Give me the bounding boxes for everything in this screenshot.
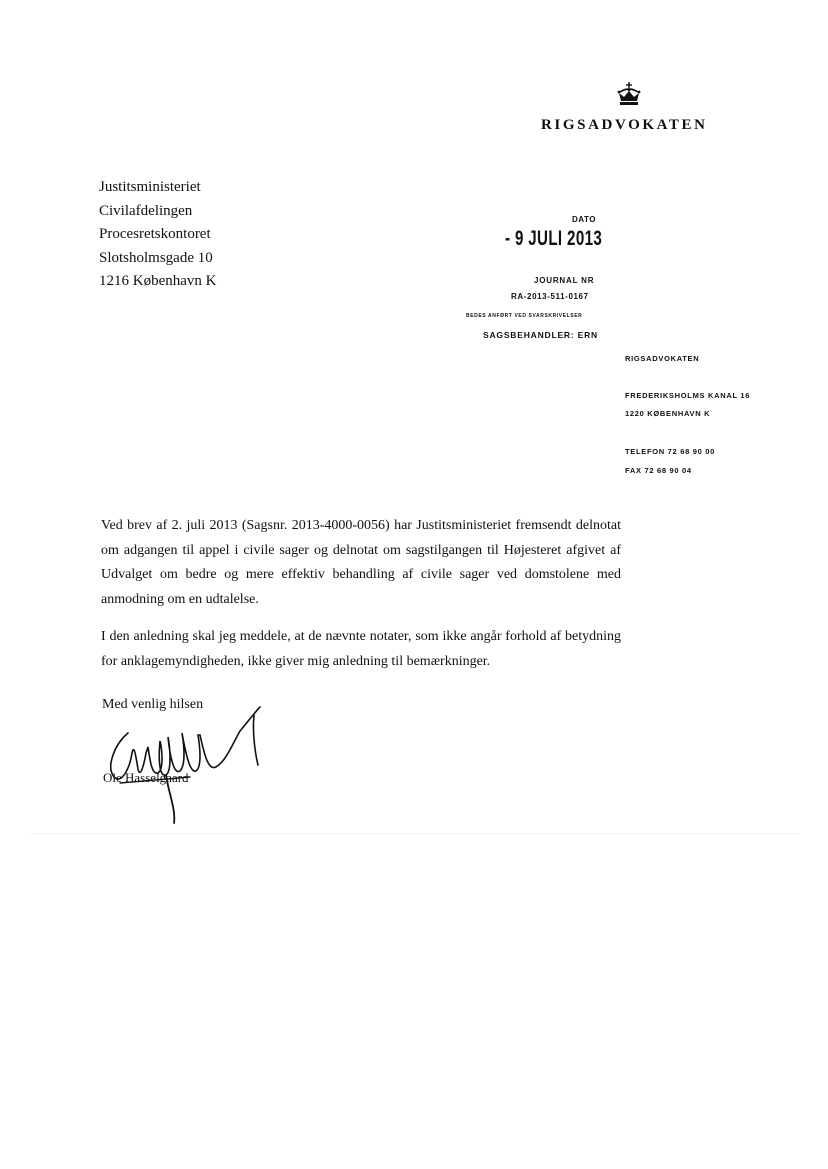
handwritten-signature <box>100 705 300 825</box>
recipient-line: Civilafdelingen <box>99 202 193 219</box>
case-handler: SAGSBEHANDLER: ERN <box>483 330 598 340</box>
journal-label: JOURNAL NR <box>534 276 595 285</box>
letterhead-brand: RIGSADVOKATEN <box>541 117 708 133</box>
sender-street: FREDERIKSHOLMS KANAL 16 <box>625 391 751 400</box>
sender-phone: TELEFON 72 68 90 00 <box>625 447 716 456</box>
recipient-line: Procesretskontoret <box>99 226 211 242</box>
body-paragraph: Ved brev af 2. juli 2013 (Sagsnr. 2013-4000-0056) har Justitsministeriet fremsendt delnotat om adgangen til appel i civile sager og delnotat om sagstilgangen til Højesteret afgivet af Udvalget om bedre og mere effektiv behandling af civile sager ved domstolene med anmodning om en udtalelse. <box>101 518 621 607</box>
date-label: DATO <box>572 215 596 224</box>
recipient-address <box>99 176 216 294</box>
recipient-line: Slotsholmsgade 10 <box>99 249 213 266</box>
recipient-line: Justitsministeriet <box>99 179 201 195</box>
sender-city: 1220 KØBENHAVN K <box>625 409 711 418</box>
body-paragraph: I den anledning skal jeg meddele, at de nævnte notater, som ikke angår forhold af betydning for anklagemyndigheden, ikke giver mig anledning til bemærkninger. <box>101 629 621 669</box>
sender-fax: FAX 72 68 90 04 <box>625 466 692 475</box>
reference-note: BEDES ANFØRT VED SVARSKRIVELSER <box>466 313 583 319</box>
date-stamp: - 9 JULI 2013 <box>505 227 603 250</box>
closing-greeting: Med venlig hilsen <box>102 697 204 712</box>
signer-name: Ole Hasselgaard <box>103 770 189 785</box>
recipient-line: 1216 København K <box>99 273 217 289</box>
royal-crown-icon <box>614 80 644 110</box>
page-divider <box>30 833 800 834</box>
sender-name: RIGSADVOKATEN <box>625 354 700 363</box>
journal-number: RA-2013-511-0167 <box>511 292 589 301</box>
